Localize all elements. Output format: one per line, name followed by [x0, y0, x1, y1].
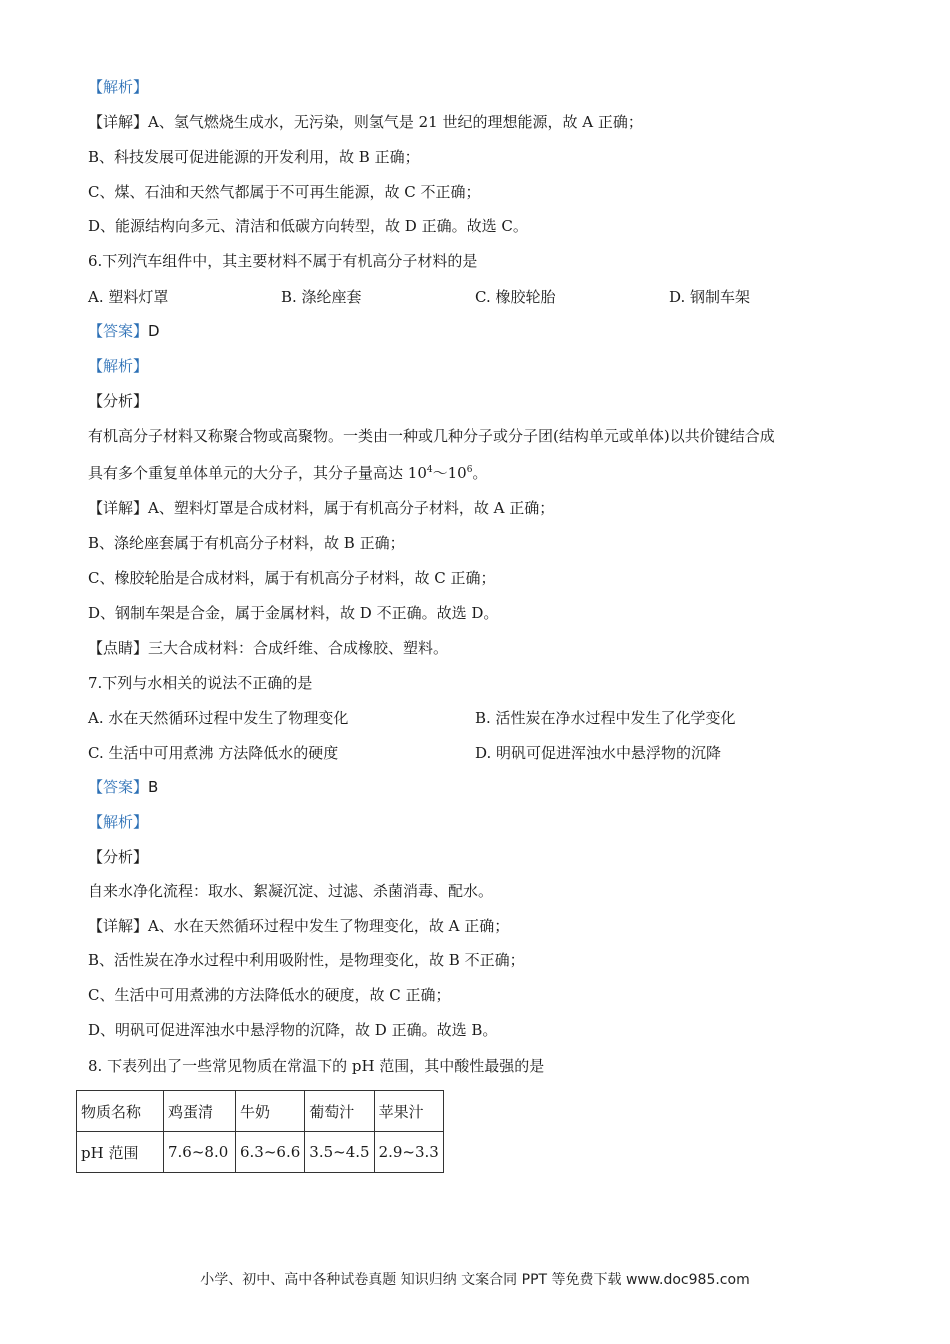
question-6: 6.下列汽车组件中，其主要材料不属于有机高分子材料的是	[88, 252, 478, 270]
q7-detail-c: C、生活中可用煮沸的方法降低水的硬度，故 C 正确；	[88, 986, 451, 1004]
table-cell: 7.6~8.0	[164, 1132, 236, 1173]
q7-detail-b: B、活性炭在净水过程中利用吸附性，是物理变化，故 B 不正确；	[88, 951, 525, 969]
table-cell: 鸡蛋清	[164, 1091, 236, 1132]
q6-option-b: B. 涤纶座套	[281, 288, 362, 306]
q7-option-c: C. 生活中可用煮沸 方法降低水的硬度	[88, 744, 339, 762]
q6-option-a: A. 塑料灯罩	[88, 288, 169, 306]
table-row	[77, 1132, 444, 1173]
table-cell: 苹果汁	[374, 1091, 443, 1132]
detail-tag: 【详解】	[88, 113, 149, 131]
q6-analysis-2: 具有多个重复单体单元的大分子，其分子量高达 $10^4\sim 10^6$。	[88, 464, 488, 482]
q6-detail-c: C、橡胶轮胎是合成材料，属于有机高分子材料，故 C 正确；	[88, 569, 496, 587]
answer-tag: 【答案】	[88, 322, 149, 340]
jiexi-label: 【解析】	[88, 78, 149, 96]
ph-table	[76, 1090, 444, 1173]
q7-option-a: A. 水在天然循环过程中发生了物理变化	[88, 709, 349, 727]
table-cell: pH 范围	[77, 1132, 164, 1173]
detail-b: B、科技发展可促进能源的开发利用，故 B 正确；	[88, 148, 420, 166]
q6-detail-d: D、钢制车架是合金，属于金属材料，故 D 不正确。故选 D。	[88, 604, 499, 622]
q7-jiexi: 【解析】	[88, 813, 149, 831]
detail-c: C、煤、石油和天然气都属于不可再生能源，故 C 不正确；	[88, 183, 481, 201]
table-cell: 葡萄汁	[305, 1091, 374, 1132]
q6-analysis-1: 有机高分子材料又称聚合物或高聚物。一类由一种或几种分子或分子团(结构单元或单体)以共价键结合成	[88, 427, 775, 445]
question-7: 7.下列与水相关的说法不正确的是	[88, 674, 313, 692]
detail-text: A、氢气燃烧生成水，无污染，则氢气是 21 世纪的理想能源，故 A 正确；	[148, 113, 643, 131]
q7-answer: 【答案】B	[88, 778, 159, 796]
table-cell: 物质名称	[77, 1091, 164, 1132]
q6-jiexi: 【解析】	[88, 357, 149, 375]
q6-option-c: C. 橡胶轮胎	[475, 288, 556, 306]
page-footer: 小学、初中、高中各种试卷真题 知识归纳 文案合同 PPT 等免费下载 www.doc985.com	[200, 1272, 750, 1288]
q6-option-d: D. 钢制车架	[669, 288, 751, 306]
answer-value: D	[148, 322, 160, 340]
q7-option-b: B. 活性炭在净水过程中发生了化学变化	[475, 709, 736, 727]
q6-dianjing: 【点睛】三大合成材料：合成纤维、合成橡胶、塑料。	[88, 639, 449, 657]
q7-detail-a: 【详解】A、水在天然循环过程中发生了物理变化，故 A 正确；	[88, 917, 510, 935]
table-cell: 3.5~4.5	[305, 1132, 374, 1173]
q6-detail-a: 【详解】A、塑料灯罩是合成材料，属于有机高分子材料，故 A 正确；	[88, 499, 555, 517]
q6-answer	[88, 321, 160, 341]
table-cell: 6.3~6.6	[236, 1132, 305, 1173]
q6-fenxi: 【分析】	[88, 392, 149, 410]
detail-a	[88, 112, 643, 132]
q7-analysis: 自来水净化流程：取水、絮凝沉淀、过滤、杀菌消毒、配水。	[88, 882, 494, 900]
q7-detail-d: D、明矾可促进浑浊水中悬浮物的沉降，故 D 正确。故选 B。	[88, 1021, 498, 1039]
question-8: 8. 下表列出了一些常见物质在常温下的 pH 范围，其中酸性最强的是	[88, 1057, 545, 1075]
table-cell: 牛奶	[236, 1091, 305, 1132]
table-cell: 2.9~3.3	[374, 1132, 443, 1173]
q6-detail-b: B、涤纶座套属于有机高分子材料，故 B 正确；	[88, 534, 405, 552]
q7-option-d: D. 明矾可促进浑浊水中悬浮物的沉降	[475, 744, 722, 762]
table-header-row	[77, 1091, 444, 1132]
q7-fenxi: 【分析】	[88, 848, 149, 866]
detail-d: D、能源结构向多元、清洁和低碳方向转型，故 D 正确。故选 C。	[88, 217, 528, 235]
